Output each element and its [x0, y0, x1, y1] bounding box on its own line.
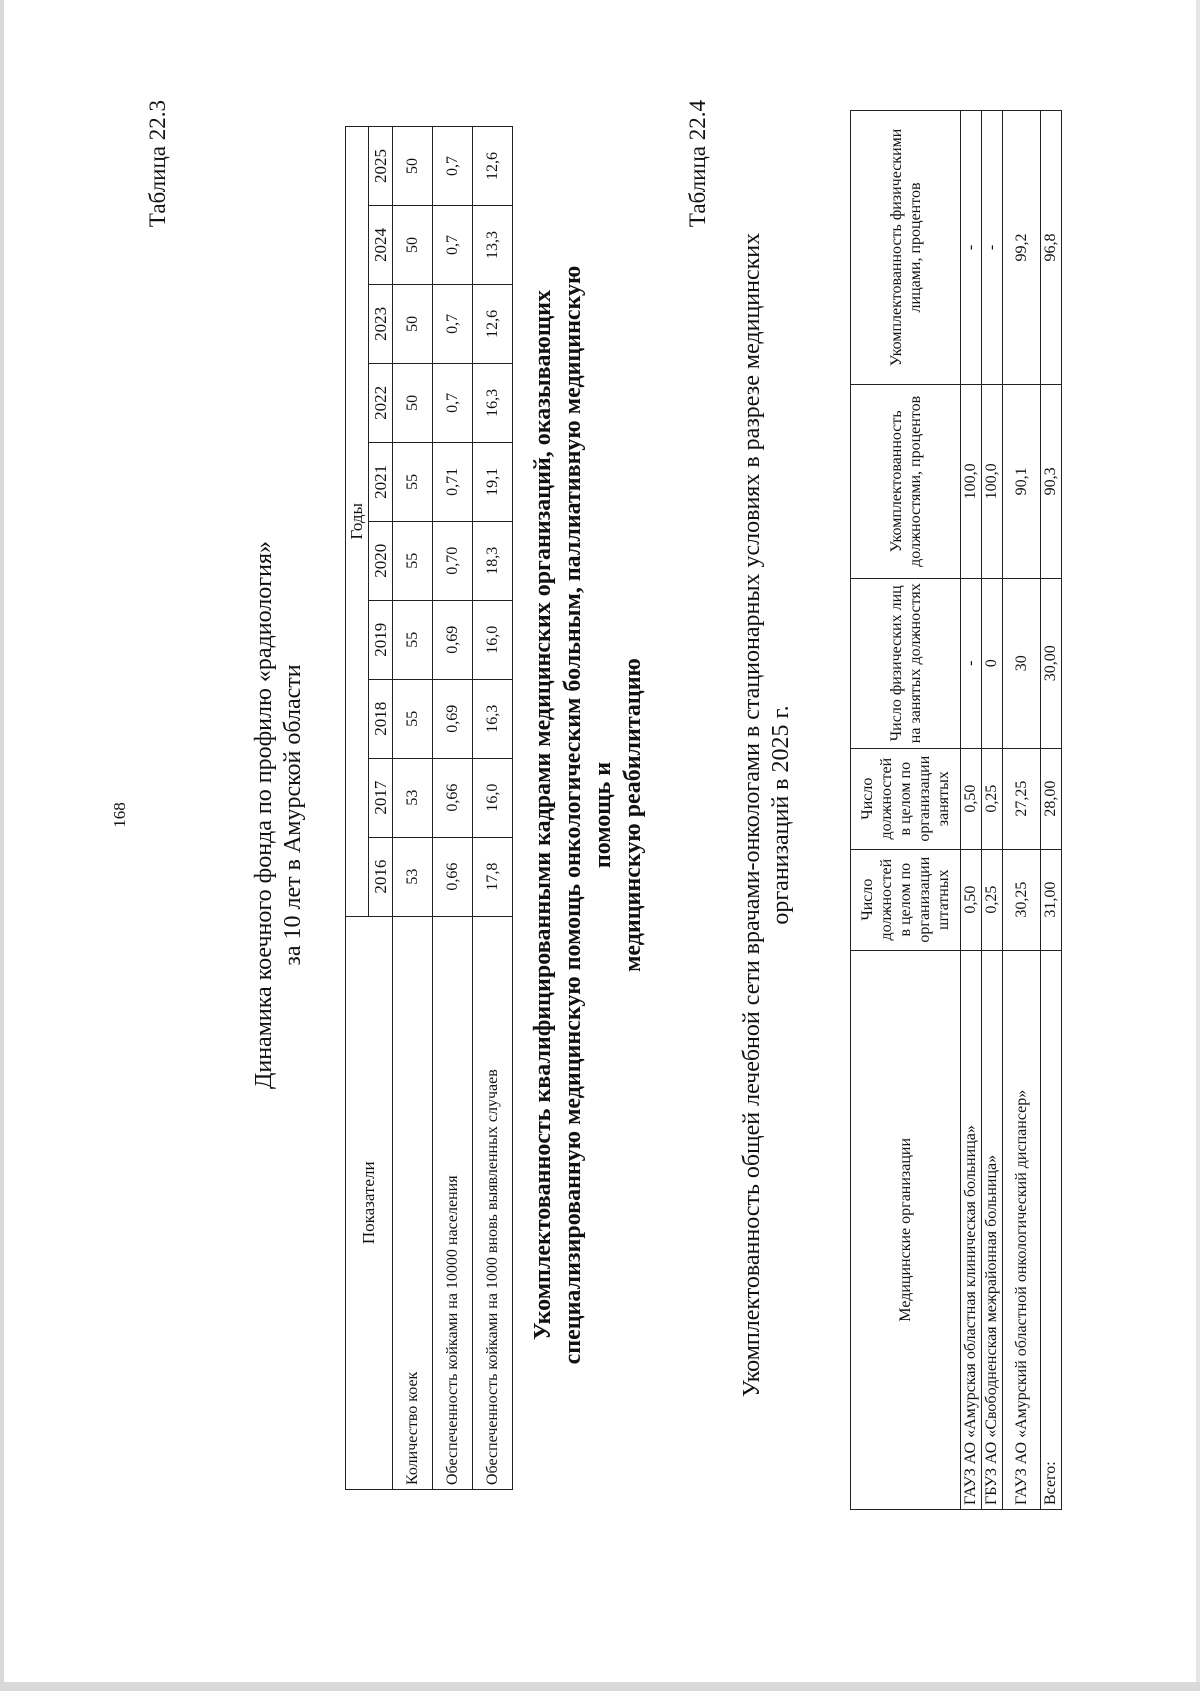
table-cell: 12,6	[473, 284, 513, 363]
table-row	[393, 127, 433, 1490]
table-cell: 55	[393, 679, 433, 758]
table-cell: 0,69	[433, 600, 473, 679]
table-cell: 55	[393, 521, 433, 600]
header-staff: Число должностей в целом по организации штатных	[851, 849, 961, 950]
table-22-4-caption: Таблица 22.4	[685, 100, 710, 228]
table-cell: 16,0	[473, 600, 513, 679]
table-cell: 16,0	[473, 758, 513, 837]
section-heading	[528, 230, 648, 1400]
table-cell: -	[982, 111, 1003, 385]
row-label: Обеспеченность койками на 1000 вновь выявленных случаев	[473, 916, 513, 1489]
table-cell: 0,7	[433, 363, 473, 442]
table-row	[1041, 111, 1062, 1510]
table-header-row	[346, 127, 369, 1490]
table-cell: 55	[393, 442, 433, 521]
table-cell: 55	[393, 600, 433, 679]
table-row	[433, 127, 473, 1490]
row-label: Обеспеченность койками на 10000 населения	[433, 916, 473, 1489]
year-header-2023: 2023	[369, 284, 393, 363]
table-row	[473, 127, 513, 1490]
table-cell: 50	[393, 284, 433, 363]
table-cell: 0,71	[433, 442, 473, 521]
table-cell: 0,66	[433, 758, 473, 837]
table-row	[961, 111, 982, 1510]
section-heading-line1: Укомплектованность квалифицированными кадрами медицинских организаций, оказывающих	[530, 290, 556, 1340]
section-heading-line2: специализированную медицинскую помощь онкологическим больным, паллиативную медицинскую помощь и	[560, 265, 616, 1365]
table-cell: 13,3	[473, 205, 513, 284]
org-name-cell: Всего:	[1041, 950, 1062, 1509]
table-22-4-title-line1: Укомплектованность общей лечебной сети врачами-онкологами в стационарных условиях в разрезе медицинских	[739, 232, 765, 1398]
table-22-3-title-line2: за 10 лет в Амурской области	[280, 664, 306, 966]
table-cell: 30,25	[1003, 849, 1041, 950]
table-cell: 0	[982, 578, 1003, 748]
table-22-4-body	[961, 111, 1062, 1510]
table-cell: 0,66	[433, 837, 473, 916]
table-22-4	[850, 110, 1062, 1510]
table-cell: 50	[393, 205, 433, 284]
table-cell: 99,2	[1003, 111, 1041, 385]
header-pct-positions: Укомплектованность должностями, процентов	[851, 384, 961, 578]
org-name-cell: ГАУЗ АО «Амурская областная клиническая больница»	[961, 950, 982, 1509]
table-cell: 28,00	[1041, 748, 1062, 849]
table-cell: -	[961, 578, 982, 748]
table-cell: 100,0	[961, 384, 982, 578]
section-heading-line3: медицинскую реабилитацию	[620, 658, 646, 972]
table-22-3-caption: Таблица 22.3	[145, 100, 170, 228]
table-cell: 19,1	[473, 442, 513, 521]
table-cell: 30	[1003, 578, 1041, 748]
table-22-3-body	[393, 127, 513, 1490]
table-cell: -	[961, 111, 982, 385]
table-cell: 53	[393, 837, 433, 916]
table-cell: 27,25	[1003, 748, 1041, 849]
year-header-2018: 2018	[369, 679, 393, 758]
page-number: 168	[110, 802, 129, 828]
table-header-row	[851, 111, 961, 1510]
table-cell: 0,70	[433, 521, 473, 600]
table-cell: 17,8	[473, 837, 513, 916]
table-cell: 30,00	[1041, 578, 1062, 748]
org-name-cell: ГБУЗ АО «Свободненская межрайонная больница»	[982, 950, 1003, 1509]
table-row	[982, 111, 1003, 1510]
table-cell: 0,7	[433, 205, 473, 284]
table-cell: 16,3	[473, 679, 513, 758]
year-header-2022: 2022	[369, 363, 393, 442]
table-cell: 0,25	[982, 849, 1003, 950]
year-header-2024: 2024	[369, 205, 393, 284]
year-header-2019: 2019	[369, 600, 393, 679]
year-header-2017: 2017	[369, 758, 393, 837]
table-cell: 96,8	[1041, 111, 1062, 385]
header-indicator: Показатели	[346, 916, 393, 1489]
table-22-4-title-line2: организаций в 2025 г.	[768, 705, 794, 925]
table-cell: 53	[393, 758, 433, 837]
table-22-3-title-line1: Динамика коечного фонда по профилю «радиология»	[251, 541, 277, 1089]
table-22-3-title	[250, 250, 308, 1380]
table-cell: 0,25	[982, 748, 1003, 849]
table-cell: 0,69	[433, 679, 473, 758]
table-cell: 0,7	[433, 284, 473, 363]
row-label: Количество коек	[393, 916, 433, 1489]
table-cell: 90,3	[1041, 384, 1062, 578]
table-cell: 90,1	[1003, 384, 1041, 578]
table-row	[1003, 111, 1041, 1510]
year-header-2021: 2021	[369, 442, 393, 521]
scan-left-edge	[0, 0, 4, 1691]
header-occupied: Число должностей в целом по организации занятых	[851, 748, 961, 849]
table-cell: 12,6	[473, 127, 513, 206]
table-cell: 0,7	[433, 127, 473, 206]
year-header-2020: 2020	[369, 521, 393, 600]
header-org: Медицинские организации	[851, 950, 961, 1509]
scan-right-edge	[1196, 0, 1200, 1691]
table-cell: 18,3	[473, 521, 513, 600]
org-name-cell: ГАУЗ АО «Амурский областной онкологический диспансер»	[1003, 950, 1041, 1509]
table-cell: 16,3	[473, 363, 513, 442]
header-years: Годы	[346, 127, 369, 917]
table-cell: 0,50	[961, 849, 982, 950]
table-cell: 31,00	[1041, 849, 1062, 950]
table-cell: 100,0	[982, 384, 1003, 578]
document-page	[20, 20, 1120, 1610]
year-header-2025: 2025	[369, 127, 393, 206]
table-22-3	[345, 126, 513, 1490]
scan-bottom-edge	[0, 1682, 1200, 1691]
table-cell: 50	[393, 127, 433, 206]
header-persons: Число физических лиц на занятых должностях	[851, 578, 961, 748]
header-pct-persons: Укомплектованность физическими лицами, процентов	[851, 111, 961, 385]
year-header-2016: 2016	[369, 837, 393, 916]
table-cell: 0,50	[961, 748, 982, 849]
table-cell: 50	[393, 363, 433, 442]
table-22-4-title	[738, 170, 796, 1460]
